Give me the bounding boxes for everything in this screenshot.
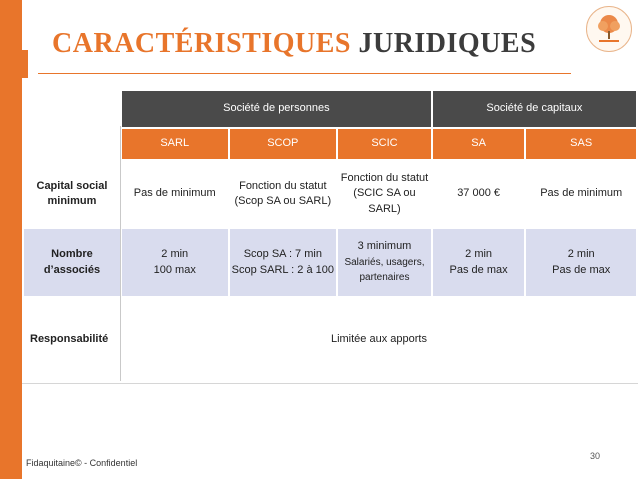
table-cell: 37 000 €: [432, 160, 526, 228]
cell-line: Scop SA : 7 min: [243, 248, 322, 261]
table-cell: Pas de minimum: [525, 160, 637, 228]
column-header-scop: SCOP: [229, 128, 338, 160]
table-row: [23, 160, 637, 228]
row-label-capital: Capital social minimum: [23, 160, 121, 228]
column-divider: [120, 126, 121, 381]
column-header-sarl: SARL: [121, 128, 229, 160]
table-cell: [121, 228, 229, 297]
title-part-2: JURIDIQUES: [358, 28, 537, 59]
group-header-capitaux: Société de capitaux: [432, 90, 637, 128]
column-header-sa: SA: [432, 128, 526, 160]
table-row: [23, 228, 637, 297]
company-logo: [586, 6, 632, 52]
tree-logo-icon: [587, 7, 631, 51]
cell-line: Salariés, usagers, partenaires: [344, 256, 425, 284]
corner-cell: [23, 90, 121, 128]
table-cell: [525, 228, 637, 297]
column-header-sas: SAS: [525, 128, 637, 160]
table-cell: Fonction du statut (SCIC SA ou SARL): [337, 160, 432, 228]
table-cell: [229, 228, 338, 297]
table-cell: Fonction du statut (Scop SA ou SARL): [229, 160, 338, 228]
cell-line: 2 min: [465, 248, 493, 261]
cell-line: Pas de max: [449, 263, 508, 276]
left-accent-tab: [0, 50, 28, 78]
column-header-scic: SCIC: [337, 128, 432, 160]
table-cell: [337, 228, 432, 297]
group-header-personnes: Société de personnes: [121, 90, 432, 128]
cell-line: 2 min: [567, 248, 595, 261]
cell-line: Pas de max: [552, 263, 611, 276]
table-cell: Pas de minimum: [121, 160, 229, 228]
title-underline: [38, 73, 571, 74]
cell-line: 2 min: [161, 248, 189, 261]
table-cell: [432, 228, 526, 297]
merged-cell: Limitée aux apports: [121, 297, 637, 383]
cell-line: Scop SARL : 2 à 100: [231, 263, 334, 276]
table-row: [23, 297, 637, 383]
table-bottom-rule: [22, 383, 638, 384]
row-label-associes: Nombre d’associés: [23, 228, 121, 297]
slide-title: [52, 28, 536, 60]
footer-text: Fidaquitaine© - Confidentiel: [26, 458, 138, 468]
corner-cell-2: [23, 128, 121, 160]
page-number: 30: [590, 451, 601, 461]
row-label-responsabilite: Responsabilité: [23, 297, 121, 383]
title-part-1: CARACTÉRISTIQUES: [52, 28, 351, 59]
cell-line: 100 max: [153, 263, 196, 276]
legal-characteristics-table: [22, 89, 638, 384]
cell-line: 3 minimum: [357, 240, 412, 253]
